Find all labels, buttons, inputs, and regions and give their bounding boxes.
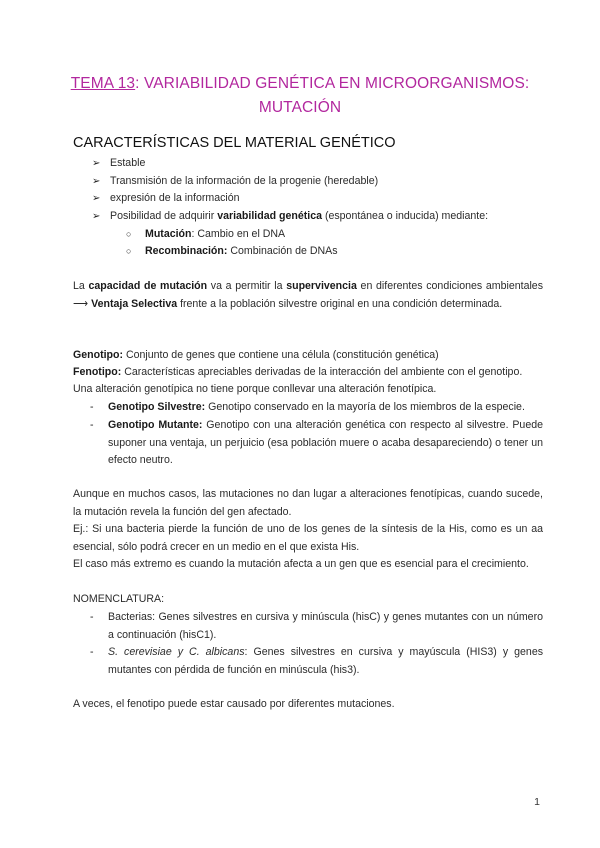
sub-bullet-item: Mutación: Cambio en el DNA: [145, 228, 286, 240]
bullet-item: Posibilidad de adquirir variabilidad genética (espontánea o inducida) mediante:: [110, 210, 489, 222]
dash-item-silvestre: Genotipo Silvestre: Genotipo conservado en la mayoría de los miembros de la especie.: [108, 401, 525, 413]
nomenclatura-item: S. cerevisiae y C. albicans: Genes silvestres en cursiva y mayúscula (HIS3) y genes mutantes con pérdida de función en minúscula (his3).: [108, 646, 544, 676]
paragraph-capacidad: La capacidad de mutación va a permitir la supervivencia en diferentes condiciones ambientales ⟶ Ventaja Selectiva frente a la población silvestre original en una condición determinada.: [73, 280, 543, 310]
sub-bullet-circle-icon: ○: [126, 246, 132, 256]
page-number: 1: [534, 796, 540, 808]
dash-marker: -: [90, 401, 94, 413]
page-title: [60, 72, 540, 120]
bullet-item: expresión de la información: [110, 192, 240, 204]
section-heading: CARACTERÍSTICAS DEL MATERIAL GENÉTICO: [73, 135, 396, 151]
nomenclatura-heading: NOMENCLATURA:: [73, 593, 165, 605]
title-line2: MUTACIÓN: [258, 99, 342, 116]
paragraph-ejemplo: Ej.: Si una bacteria pierde la función de uno de los genes de la síntesis de la His, como es un aa esencial, sólo podrá crecer en un medio en el que exista His.: [73, 523, 543, 553]
final-sentence: A veces, el fenotipo puede estar causado por diferentes mutaciones.: [73, 698, 395, 710]
dash-item-mutante: Genotipo Mutante: Genotipo con una alteración genética con respecto al silvestre. Puede suponer una ventaja, un perjuicio (esa población muere o acaba desapareciendo) o tener un efecto neutro.: [108, 419, 543, 467]
sub-bullet-item: Recombinación: Combinación de DNAs: [145, 245, 338, 257]
bullet-arrow-icon: ➢: [92, 176, 101, 187]
bullet-arrow-icon: ➢: [92, 193, 101, 204]
nomenclatura-item: Bacterias: Genes silvestres en cursiva y minúscula (hisC) y genes mutantes con un número a continuación (hisC1).: [108, 611, 543, 641]
dash-marker: -: [90, 419, 94, 431]
title-text: : VARIABILIDAD GENÉTICA EN MICROORGANISMOS:: [135, 75, 530, 92]
definition-fenotipo: Fenotipo: Características apreciables derivadas de la interacción del ambiente con el genotipo.: [73, 366, 523, 378]
bullet-arrow-icon: ➢: [92, 158, 101, 169]
definition-genotipo: Genotipo: Conjunto de genes que contiene una célula (constitución genética): [73, 349, 439, 361]
paragraph-caso: El caso más extremo es cuando la mutación afecta a un gen que es esencial para el crecimiento.: [73, 558, 529, 570]
paragraph-mutaciones: Aunque en muchos casos, las mutaciones no dan lugar a alteraciones fenotípicas, cuando sucede, la mutación revela la función del gen afectado.: [73, 488, 543, 518]
alteracion-text: Una alteración genotípica no tiene porque conllevar una alteración fenotípica.: [73, 383, 437, 395]
right-arrow-icon: ⟶: [73, 297, 89, 310]
dash-marker: -: [90, 646, 94, 658]
sub-bullet-circle-icon: ○: [126, 229, 132, 239]
bullet-arrow-icon: ➢: [92, 211, 101, 222]
bullet-item: Transmisión de la información de la progenie (heredable): [110, 175, 379, 187]
dash-marker: -: [90, 611, 94, 623]
title-number: TEMA 13: [70, 75, 136, 92]
bullet-item: Estable: [110, 157, 146, 169]
